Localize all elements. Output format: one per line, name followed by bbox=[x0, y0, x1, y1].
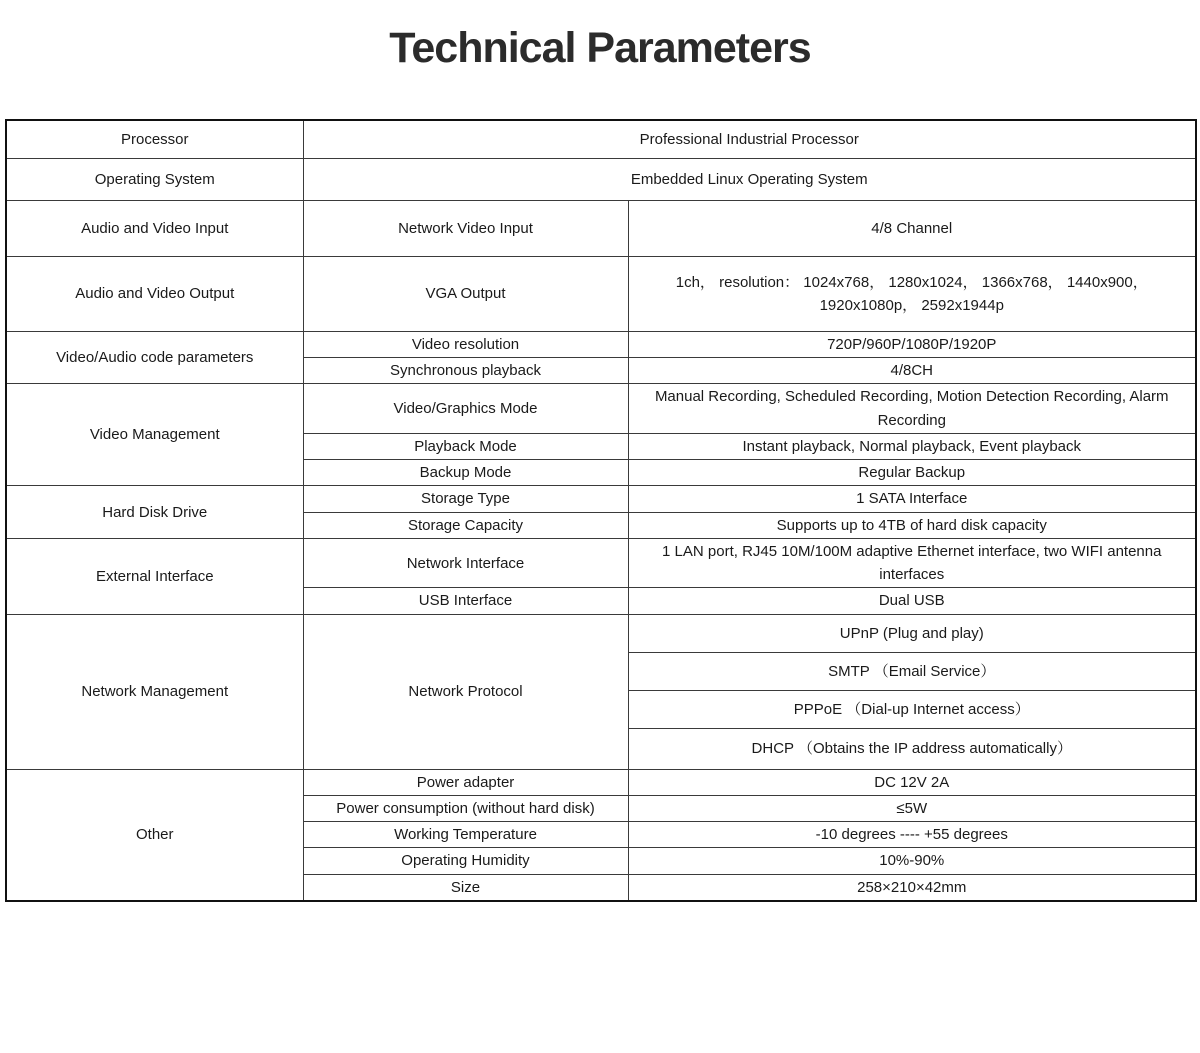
param-name-backup-mode: Backup Mode bbox=[303, 460, 628, 486]
param-name-operating-humidity: Operating Humidity bbox=[303, 848, 628, 874]
param-name-vga-output: VGA Output bbox=[303, 256, 628, 331]
table-row bbox=[6, 256, 1196, 331]
param-value-backup-mode: Regular Backup bbox=[628, 460, 1196, 486]
param-name-playback-mode: Playback Mode bbox=[303, 433, 628, 459]
param-name-working-temperature: Working Temperature bbox=[303, 822, 628, 848]
param-value-storage-type: 1 SATA Interface bbox=[628, 486, 1196, 512]
value-cell-operating-system: Embedded Linux Operating System bbox=[303, 158, 1196, 200]
param-value-size: 258×210×42mm bbox=[628, 874, 1196, 901]
param-value-working-temperature: -10 degrees ---- +55 degrees bbox=[628, 822, 1196, 848]
param-value-video-resolution: 720P/960P/1080P/1920P bbox=[628, 331, 1196, 357]
param-value-vga-output bbox=[628, 256, 1196, 331]
param-value-upnp: UPnP (Plug and play) bbox=[628, 614, 1196, 652]
param-value-playback-mode: Instant playback, Normal playback, Event playback bbox=[628, 433, 1196, 459]
param-value-text: 1 LAN port, RJ45 10M/100M adaptive Ethernet interface, two WIFI antenna interfaces bbox=[662, 542, 1162, 584]
param-value-power-consumption: ≤5W bbox=[628, 795, 1196, 821]
param-name-video-resolution: Video resolution bbox=[303, 331, 628, 357]
param-name-video-graphics-mode: Video/Graphics Mode bbox=[303, 384, 628, 434]
category-cell-av-input: Audio and Video Input bbox=[6, 200, 303, 256]
param-value-network-video-input: 4/8 Channel bbox=[628, 200, 1196, 256]
param-name-network-interface: Network Interface bbox=[303, 538, 628, 588]
category-cell-video-management: Video Management bbox=[6, 384, 303, 486]
param-name-synchronous-playback: Synchronous playback bbox=[303, 358, 628, 384]
param-value-smtp: SMTP （Email Service） bbox=[628, 652, 1196, 690]
param-value-power-adapter: DC 12V 2A bbox=[628, 769, 1196, 795]
param-value-storage-capacity: Supports up to 4TB of hard disk capacity bbox=[628, 512, 1196, 538]
param-name-size: Size bbox=[303, 874, 628, 901]
page-title: Technical Parameters bbox=[389, 24, 811, 72]
table-row bbox=[6, 538, 1196, 588]
param-name-network-video-input: Network Video Input bbox=[303, 200, 628, 256]
param-name-usb-interface: USB Interface bbox=[303, 588, 628, 614]
table-row bbox=[6, 158, 1196, 200]
param-value-pppoe: PPPoE （Dial-up Internet access） bbox=[628, 690, 1196, 728]
param-name-storage-capacity: Storage Capacity bbox=[303, 512, 628, 538]
param-value-text: Manual Recording, Scheduled Recording, Motion Detection Recording, Alarm Recording bbox=[654, 388, 1169, 429]
param-value-text: 1ch， resolution： 1024x768， 1280x1024， 1366x768， 1440x900， 1920x1080p， 2592x1944p bbox=[675, 273, 1148, 314]
category-cell-processor: Processor bbox=[6, 120, 303, 158]
category-cell-av-output: Audio and Video Output bbox=[6, 256, 303, 331]
param-value-synchronous-playback: 4/8CH bbox=[628, 358, 1196, 384]
param-value-usb-interface: Dual USB bbox=[628, 588, 1196, 614]
category-cell-operating-system: Operating System bbox=[6, 158, 303, 200]
category-cell-hard-disk-drive: Hard Disk Drive bbox=[6, 486, 303, 539]
category-cell-network-management: Network Management bbox=[6, 614, 303, 769]
param-name-power-adapter: Power adapter bbox=[303, 769, 628, 795]
category-cell-code-parameters: Video/Audio code parameters bbox=[6, 331, 303, 384]
table-row bbox=[6, 486, 1196, 512]
table-row bbox=[6, 331, 1196, 357]
category-cell-external-interface: External Interface bbox=[6, 538, 303, 614]
table-row bbox=[6, 384, 1196, 434]
table-row bbox=[6, 120, 1196, 158]
table-row bbox=[6, 614, 1196, 652]
param-value-dhcp: DHCP （Obtains the IP address automatically） bbox=[628, 728, 1196, 769]
spec-table bbox=[5, 119, 1197, 902]
param-name-power-consumption: Power consumption (without hard disk) bbox=[303, 795, 628, 821]
table-row bbox=[6, 200, 1196, 256]
param-value-video-graphics-mode bbox=[628, 384, 1196, 434]
param-name-storage-type: Storage Type bbox=[303, 486, 628, 512]
param-value-operating-humidity: 10%-90% bbox=[628, 848, 1196, 874]
param-name-network-protocol: Network Protocol bbox=[303, 614, 628, 769]
value-cell-processor: Professional Industrial Processor bbox=[303, 120, 1196, 158]
table-row bbox=[6, 769, 1196, 795]
category-cell-other: Other bbox=[6, 769, 303, 901]
param-value-network-interface bbox=[628, 538, 1196, 588]
